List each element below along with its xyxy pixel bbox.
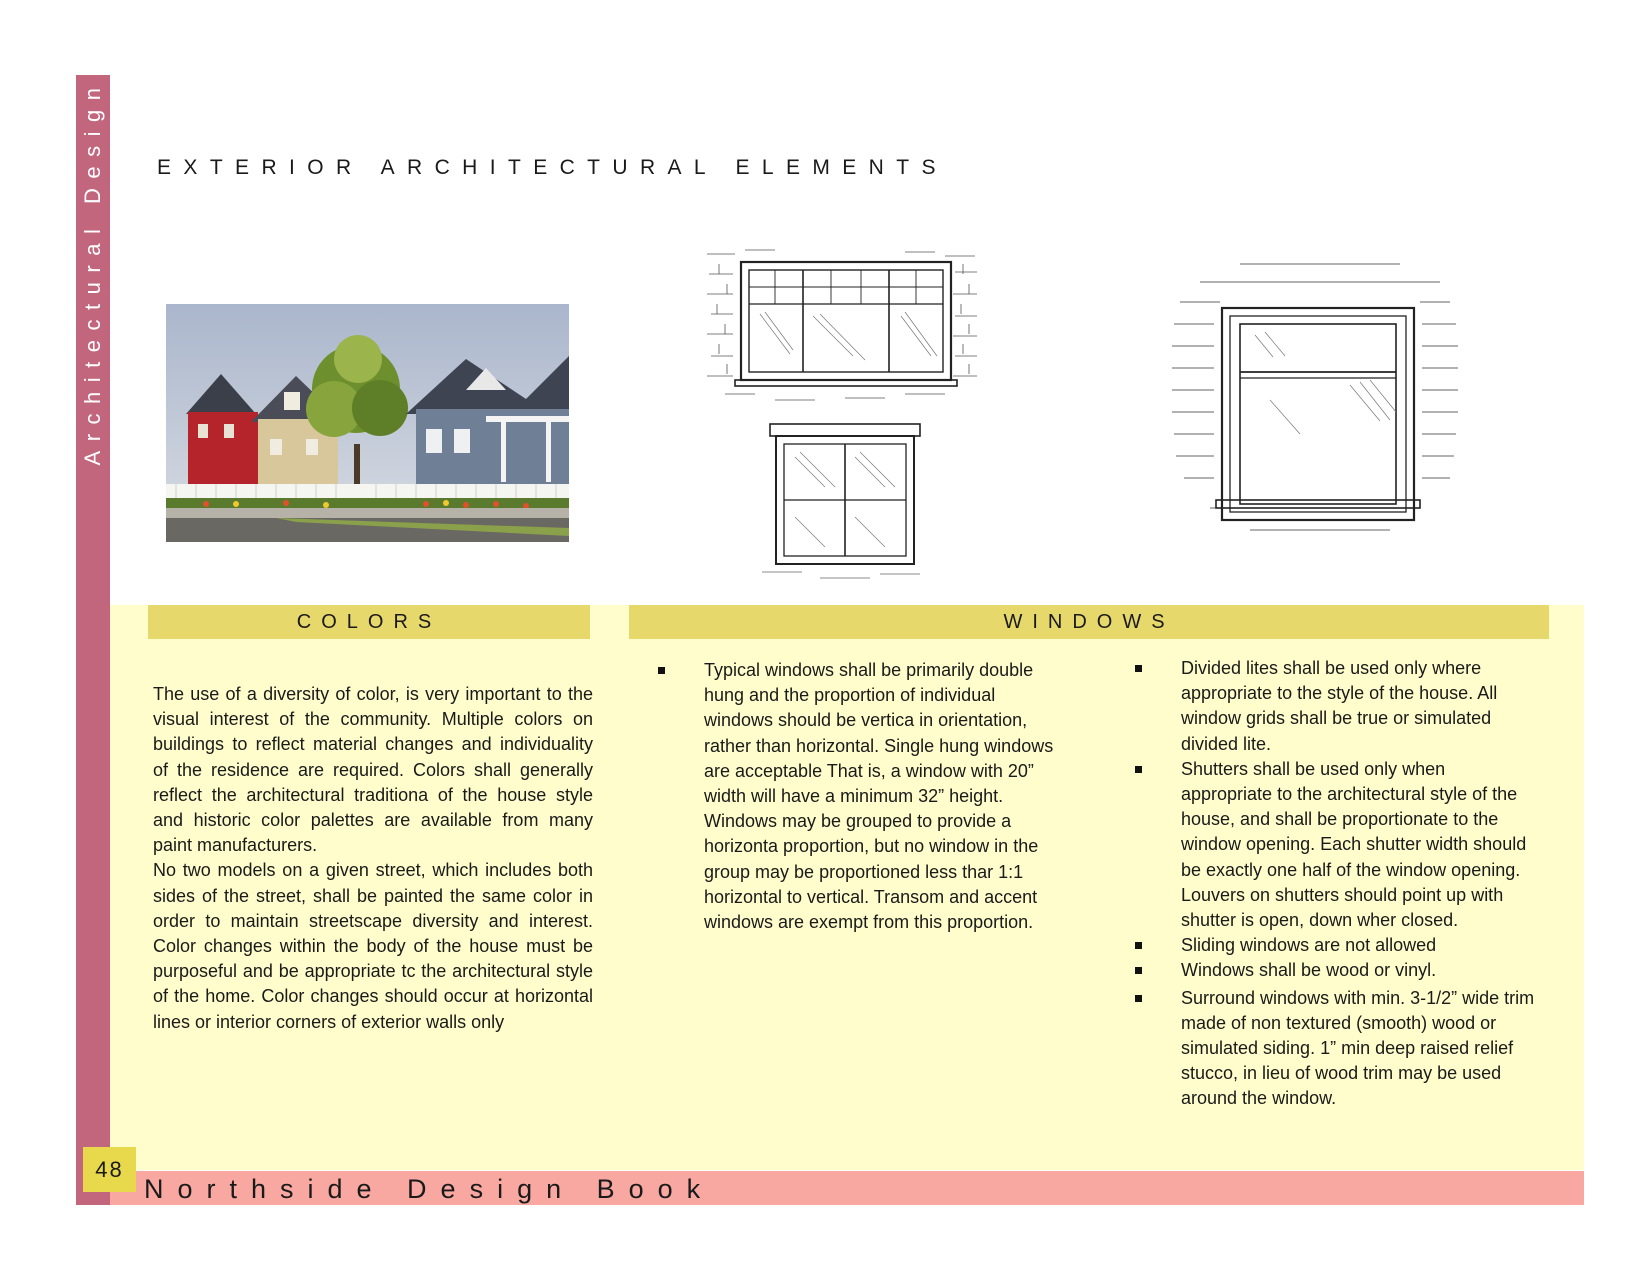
bullet-icon	[1135, 995, 1142, 1002]
colors-paragraph: No two models on a given street, which includes both sides of the street, shall be painted the same color in order to maintain streetscape diversity and interest. Color changes within the body of the house must be purposeful and be appropriate tc the architectural style of the home. Color changes should occur at horizontal lines or interior corners of exterior walls only	[153, 860, 593, 1032]
colors-header: COLORS	[148, 605, 590, 639]
page-title: EXTERIOR ARCHITECTURAL ELEMENTS	[157, 156, 948, 179]
windows-header: WINDOWS	[629, 605, 1549, 639]
single-window-sketch	[1170, 260, 1460, 550]
windows-list-left	[704, 658, 1060, 935]
footer-title: Northside Design Book	[144, 1174, 715, 1204]
list-item	[1181, 933, 1539, 958]
list-item	[1181, 958, 1539, 983]
triple-window-sketch	[705, 244, 981, 420]
list-item	[1181, 986, 1539, 1112]
list-item-text: Divided lites shall be used only where appropriate to the style of the house. All window grids shall be true or simulated divided lite.	[1181, 658, 1498, 754]
list-item-text: Sliding windows are not allowed	[1181, 935, 1437, 956]
windows-list-right	[1181, 656, 1539, 1112]
list-item-text: Surround windows with min. 3-1/2” wide trim made of non textured (smooth) wood or simulated siding. 1” min deep raised relief stucco, in lieu of wood trim may be used around the window.	[1181, 987, 1535, 1109]
colors-text	[153, 682, 593, 1035]
bullet-icon	[1135, 967, 1142, 974]
street-houses-photo	[166, 304, 569, 542]
side-title: Architectural Design	[80, 78, 105, 466]
list-item-text: Shutters shall be used only when appropriate to the architectural style of the house, and shall be proportionate to the window opening. Each shutter width should be exactly one half of the window opening. Louvers on shutters should point up with shutter is open, down wher closed.	[1181, 758, 1527, 931]
bullet-icon	[1135, 766, 1142, 773]
list-item-text: Typical windows shall be primarily double hung and the proportion of individual windows should be vertica in orientation, rather than horizontal. Single hung windows are acceptable That is, a window with 20” width will have a minimum 32” height. Windows may be grouped to provide a horizonta proportion, but no window in the group may be proportioned less thar 1:1 horizontal to vertical. Transom and accent windows are exempt from this proportion.	[704, 660, 1054, 933]
bullet-icon	[1135, 665, 1142, 672]
bullet-icon	[658, 667, 665, 674]
list-item	[704, 658, 1060, 935]
list-item-text: Windows shall be wood or vinyl.	[1181, 960, 1437, 981]
bullet-icon	[1135, 942, 1142, 949]
page-number: 48	[83, 1147, 136, 1192]
list-item	[1181, 757, 1539, 933]
double-window-sketch	[760, 422, 930, 584]
colors-paragraph: The use of a diversity of color, is very important to the visual interest of the community. Multiple colors on buildings to reflect material changes and individuality of the residence are required. Colors shall generally reflect the architectural traditiona of the house style and historic color palettes are available from many paint manufacturers.	[153, 684, 593, 856]
list-item	[1181, 656, 1539, 757]
